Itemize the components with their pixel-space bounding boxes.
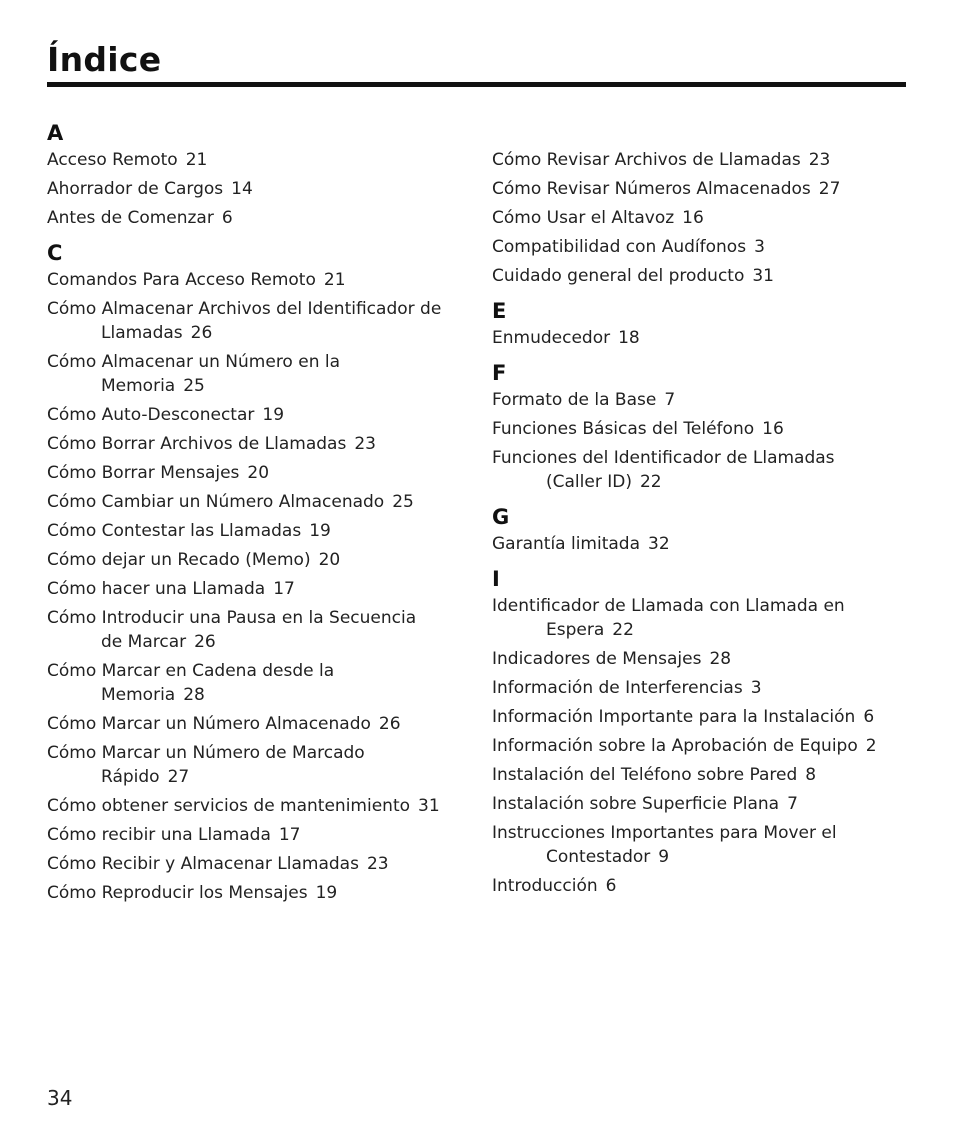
- index-entry-page: 2: [865, 736, 877, 756]
- index-entry: [47, 350, 467, 398]
- index-entry-text: Información Importante para la Instalación: [492, 707, 856, 727]
- index-entry-text: Enmudecedor: [492, 328, 611, 348]
- index-entry-page: 32: [648, 534, 670, 554]
- index-entry-text: Cómo dejar un Recado (Memo): [47, 550, 311, 570]
- index-entry-text: Cómo Marcar un Número Almacenado: [47, 714, 371, 734]
- index-entry-text: Introducción: [492, 876, 598, 896]
- index-entry-continuation: de Marcar: [101, 632, 187, 652]
- index-entry-page: 19: [315, 883, 338, 903]
- index-entry-text: Información sobre la Aprobación de Equipo: [492, 736, 858, 756]
- index-entry-text: Cómo Contestar las Llamadas: [47, 521, 302, 541]
- index-entry-continuation: Llamadas: [101, 323, 183, 343]
- index-entry-text: Antes de Comenzar: [47, 208, 214, 228]
- index-entry-page: 21: [323, 270, 346, 290]
- index-entry: [492, 446, 912, 494]
- index-entry-text: Comandos Para Acceso Remoto: [47, 270, 316, 290]
- index-entry: [47, 606, 467, 654]
- index-entry-text: Cómo Borrar Archivos de Llamadas: [47, 434, 347, 454]
- index-entry-page: 25: [183, 376, 205, 396]
- index-entry-page: 20: [318, 550, 341, 570]
- index-entry: [47, 794, 467, 818]
- index-entry: [47, 659, 467, 707]
- index-entry-page: 7: [664, 390, 676, 410]
- index-entry-continuation: (Caller ID): [546, 472, 632, 492]
- index-entry: [492, 821, 912, 869]
- index-column-left: [47, 121, 467, 916]
- index-entry-page: 19: [309, 521, 331, 541]
- index-section: [492, 505, 912, 556]
- index-entry: [47, 490, 467, 514]
- index-entry-page: 16: [682, 208, 704, 228]
- index-entry-text: Compatibilidad con Audífonos: [492, 237, 747, 257]
- index-entry-page: 3: [754, 237, 765, 257]
- index-entry-text: Acceso Remoto: [47, 150, 178, 170]
- index-entry-text: Cómo Introducir una Pausa en la Secuencia: [47, 608, 417, 628]
- index-entry-text: Cuidado general del producto: [492, 266, 745, 286]
- index-entry: [47, 177, 467, 201]
- index-entry: [47, 268, 467, 292]
- index-entry: [492, 417, 912, 441]
- index-entry: [47, 852, 467, 876]
- index-entry-page: 28: [709, 649, 732, 669]
- index-section: [492, 361, 912, 494]
- index-entry: [47, 712, 467, 736]
- index-entry-page: 22: [612, 620, 634, 640]
- index-entry: [47, 206, 467, 230]
- index-entry-page: 23: [808, 150, 831, 170]
- index-entry-page: 31: [752, 266, 774, 286]
- index-entry-continuation: Contestador: [546, 847, 651, 867]
- index-entry-page: 9: [658, 847, 670, 867]
- index-entry-text: Instalación sobre Superficie Plana: [492, 794, 780, 814]
- index-entry: [492, 705, 912, 729]
- title-divider: [47, 82, 906, 87]
- index-entry-page: 20: [247, 463, 270, 483]
- index-entry-page: 17: [278, 825, 301, 845]
- index-entry-page: 17: [273, 579, 295, 599]
- page-title: Índice: [47, 40, 162, 79]
- index-section: [492, 148, 912, 288]
- index-section: [47, 121, 467, 230]
- index-entry-continuation: Memoria: [101, 376, 176, 396]
- index-entry-text: Formato de la Base: [492, 390, 657, 410]
- index-entry: [492, 235, 912, 259]
- index-entry-text: Identificador de Llamada con Llamada en: [492, 596, 845, 616]
- index-entry-page: 27: [818, 179, 841, 199]
- index-entry: [492, 874, 912, 898]
- index-entry-page: 23: [366, 854, 389, 874]
- index-entry: [492, 763, 912, 787]
- index-entry-continuation: Rápido: [101, 767, 160, 787]
- index-letter-heading: F: [492, 361, 507, 385]
- index-entry-page: 18: [618, 328, 640, 348]
- index-entry: [492, 594, 912, 642]
- index-letter-heading: A: [47, 121, 64, 145]
- index-letter-heading: C: [47, 241, 63, 265]
- index-entry-page: 7: [787, 794, 798, 814]
- index-entry-page: 25: [392, 492, 414, 512]
- index-letter-heading: I: [492, 567, 500, 591]
- index-entry-page: 26: [190, 323, 213, 343]
- index-entry: [492, 326, 912, 350]
- index-entry: [47, 548, 467, 572]
- index-entry-page: 3: [750, 678, 762, 698]
- index-entry: [492, 177, 912, 201]
- index-entry-continuation: Espera: [546, 620, 605, 640]
- index-entry-text: Cómo Almacenar Archivos del Identificador de: [47, 299, 442, 319]
- index-entry-page: 27: [167, 767, 190, 787]
- index-entry-page: 23: [354, 434, 376, 454]
- index-entry-page: 31: [418, 796, 440, 816]
- index-letter-heading: G: [492, 505, 510, 529]
- index-entry-text: Ahorrador de Cargos: [47, 179, 224, 199]
- index-entry-page: 19: [262, 405, 285, 425]
- index-entry-page: 6: [863, 707, 875, 727]
- index-entry-text: Cómo Auto-Desconectar: [47, 405, 255, 425]
- index-entry: [492, 148, 912, 172]
- index-entry: [47, 823, 467, 847]
- index-entry-page: 26: [378, 714, 401, 734]
- index-entry-text: Cómo Almacenar un Número en la: [47, 352, 341, 372]
- index-entry-page: 26: [194, 632, 216, 652]
- index-entry-page: 22: [639, 472, 662, 492]
- index-entry-text: Garantía limitada: [492, 534, 641, 554]
- index-entry-text: Cómo Reproducir los Mensajes: [47, 883, 308, 903]
- index-entry-page: 8: [805, 765, 817, 785]
- index-entry: [47, 577, 467, 601]
- index-section: [47, 241, 467, 905]
- index-entry-text: Cómo Cambiar un Número Almacenado: [47, 492, 385, 512]
- index-column-right: [492, 148, 912, 909]
- index-entry: [492, 647, 912, 671]
- index-entry-text: Cómo Marcar en Cadena desde la: [47, 661, 335, 681]
- page-number: 34: [47, 1086, 73, 1110]
- index-entry-text: Instrucciones Importantes para Mover el: [492, 823, 837, 843]
- index-entry: [492, 532, 912, 556]
- index-entry-text: Instalación del Teléfono sobre Pared: [492, 765, 798, 785]
- index-entry-text: Cómo Revisar Números Almacenados: [492, 179, 811, 199]
- index-entry-text: Indicadores de Mensajes: [492, 649, 702, 669]
- index-entry: [47, 403, 467, 427]
- index-entry: [492, 206, 912, 230]
- index-entry-text: Cómo Borrar Mensajes: [47, 463, 240, 483]
- index-entry-page: 16: [762, 419, 784, 439]
- index-entry: [47, 741, 467, 789]
- index-entry: [47, 297, 467, 345]
- index-entry-page: 6: [605, 876, 617, 896]
- index-entry: [47, 881, 467, 905]
- index-entry: [47, 519, 467, 543]
- index-entry-page: 21: [185, 150, 208, 170]
- index-entry: [492, 388, 912, 412]
- index-entry-text: Cómo obtener servicios de mantenimiento: [47, 796, 411, 816]
- index-entry: [47, 432, 467, 456]
- index-letter-heading: E: [492, 299, 507, 323]
- index-entry-page: 28: [183, 685, 205, 705]
- index-entry-text: Funciones del Identificador de Llamadas: [492, 448, 835, 468]
- index-entry: [492, 264, 912, 288]
- index-entry-continuation: Memoria: [101, 685, 176, 705]
- index-entry: [492, 676, 912, 700]
- index-entry-text: Cómo Usar el Altavoz: [492, 208, 675, 228]
- index-entry: [492, 792, 912, 816]
- index-entry: [47, 461, 467, 485]
- index-entry-text: Cómo recibir una Llamada: [47, 825, 271, 845]
- index-entry-text: Cómo Recibir y Almacenar Llamadas: [47, 854, 359, 874]
- index-entry: [492, 734, 912, 758]
- index-entry-text: Funciones Básicas del Teléfono: [492, 419, 755, 439]
- index-entry-page: 6: [221, 208, 233, 228]
- index-section: [492, 299, 912, 350]
- index-entry-text: Cómo hacer una Llamada: [47, 579, 266, 599]
- index-entry-text: Cómo Revisar Archivos de Llamadas: [492, 150, 801, 170]
- index-entry-text: Cómo Marcar un Número de Marcado: [47, 743, 365, 763]
- index-entry-page: 14: [231, 179, 253, 199]
- index-section: [492, 567, 912, 898]
- index-entry-text: Información de Interferencias: [492, 678, 743, 698]
- index-entry: [47, 148, 467, 172]
